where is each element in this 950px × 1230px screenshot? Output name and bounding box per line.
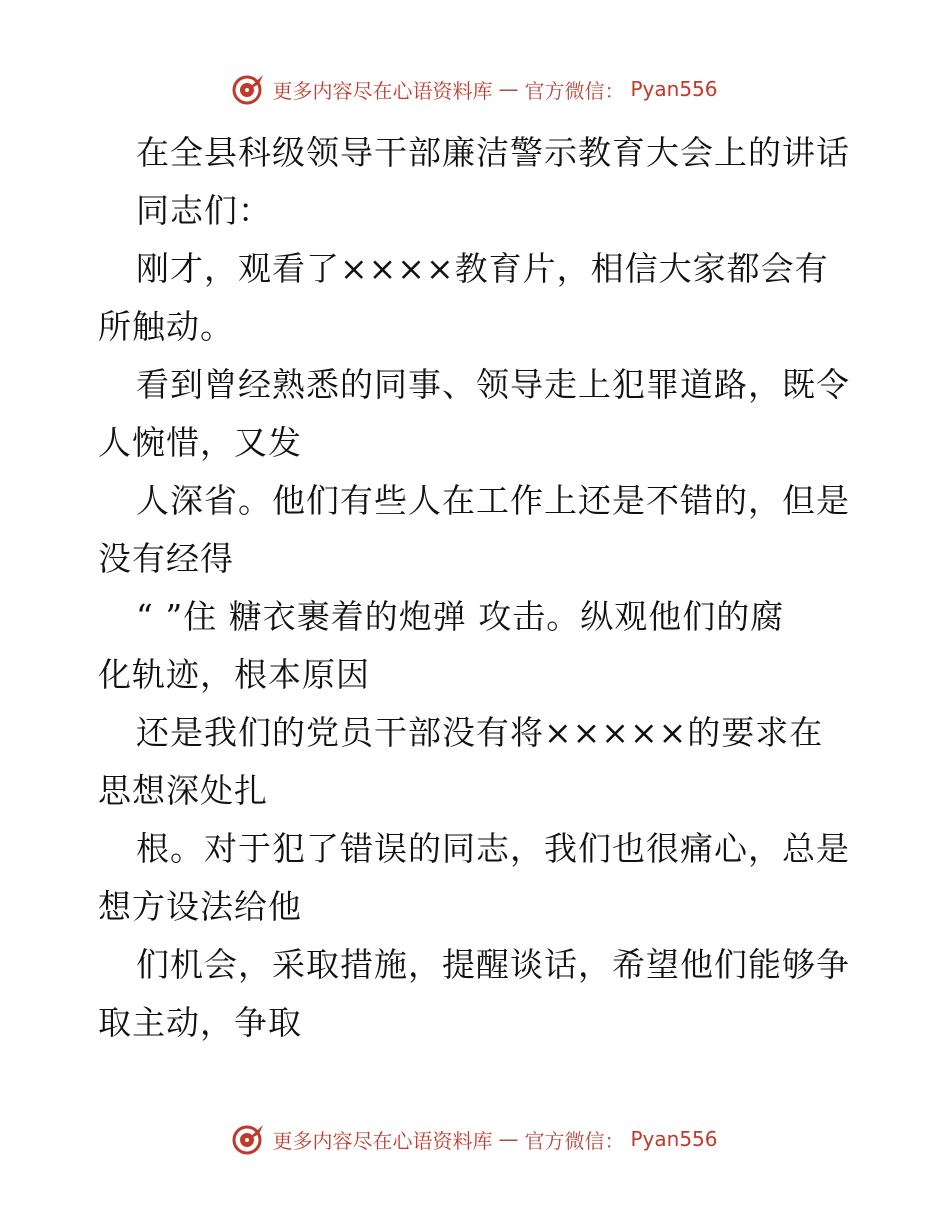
- watermark-wechat-label: 官方微信：: [524, 1128, 625, 1153]
- watermark-wechat-id: Pyan556: [630, 77, 718, 101]
- watermark-wechat-label: 官方微信：: [524, 78, 625, 103]
- watermark-separator: —: [498, 77, 519, 101]
- text-line: 人惋惜，又发: [98, 423, 302, 462]
- watermark-main-text: 更多内容尽在心语资料库: [272, 78, 493, 103]
- watermark-wechat-id: Pyan556: [630, 1127, 718, 1151]
- text-line: 们机会，采取措施，提醒谈话，希望他们能够争: [136, 945, 850, 984]
- watermark-separator: —: [498, 1127, 519, 1151]
- text-line: 还是我们的党员干部没有将×××××的要求在: [136, 713, 824, 752]
- text-line: 想方设法给他: [98, 887, 302, 926]
- document-body: [98, 124, 858, 1052]
- text-line: 刚才，观看了××××教育片，相信大家都会有: [136, 249, 829, 288]
- text-line: 看到曾经熟悉的同事、领导走上犯罪道路，既令: [136, 365, 850, 404]
- salutation: 同志们：: [136, 191, 272, 230]
- footer-watermark: [0, 1122, 950, 1156]
- text-line: 取主动，争取: [98, 1003, 302, 1042]
- text-line: 所触动。: [98, 307, 234, 346]
- quill-logo-icon: [232, 1122, 266, 1156]
- text-line: 根。对于犯了错误的同志，我们也很痛心，总是: [136, 829, 850, 868]
- text-line: 人深省。他们有些人在工作上还是不错的，但是: [136, 481, 850, 520]
- header-watermark: [0, 72, 950, 106]
- watermark-main-text: 更多内容尽在心语资料库: [272, 1128, 493, 1153]
- text-line: 没有经得: [98, 539, 234, 578]
- text-line: “ ”住 糖衣裹着的炮弹 攻击。纵观他们的腐: [136, 597, 785, 636]
- document-title: 在全县科级领导干部廉洁警示教育大会上的讲话: [136, 133, 850, 172]
- quill-logo-icon: [232, 72, 266, 106]
- text-line: 化轨迹，根本原因: [98, 655, 370, 694]
- text-line: 思想深处扎: [98, 771, 268, 810]
